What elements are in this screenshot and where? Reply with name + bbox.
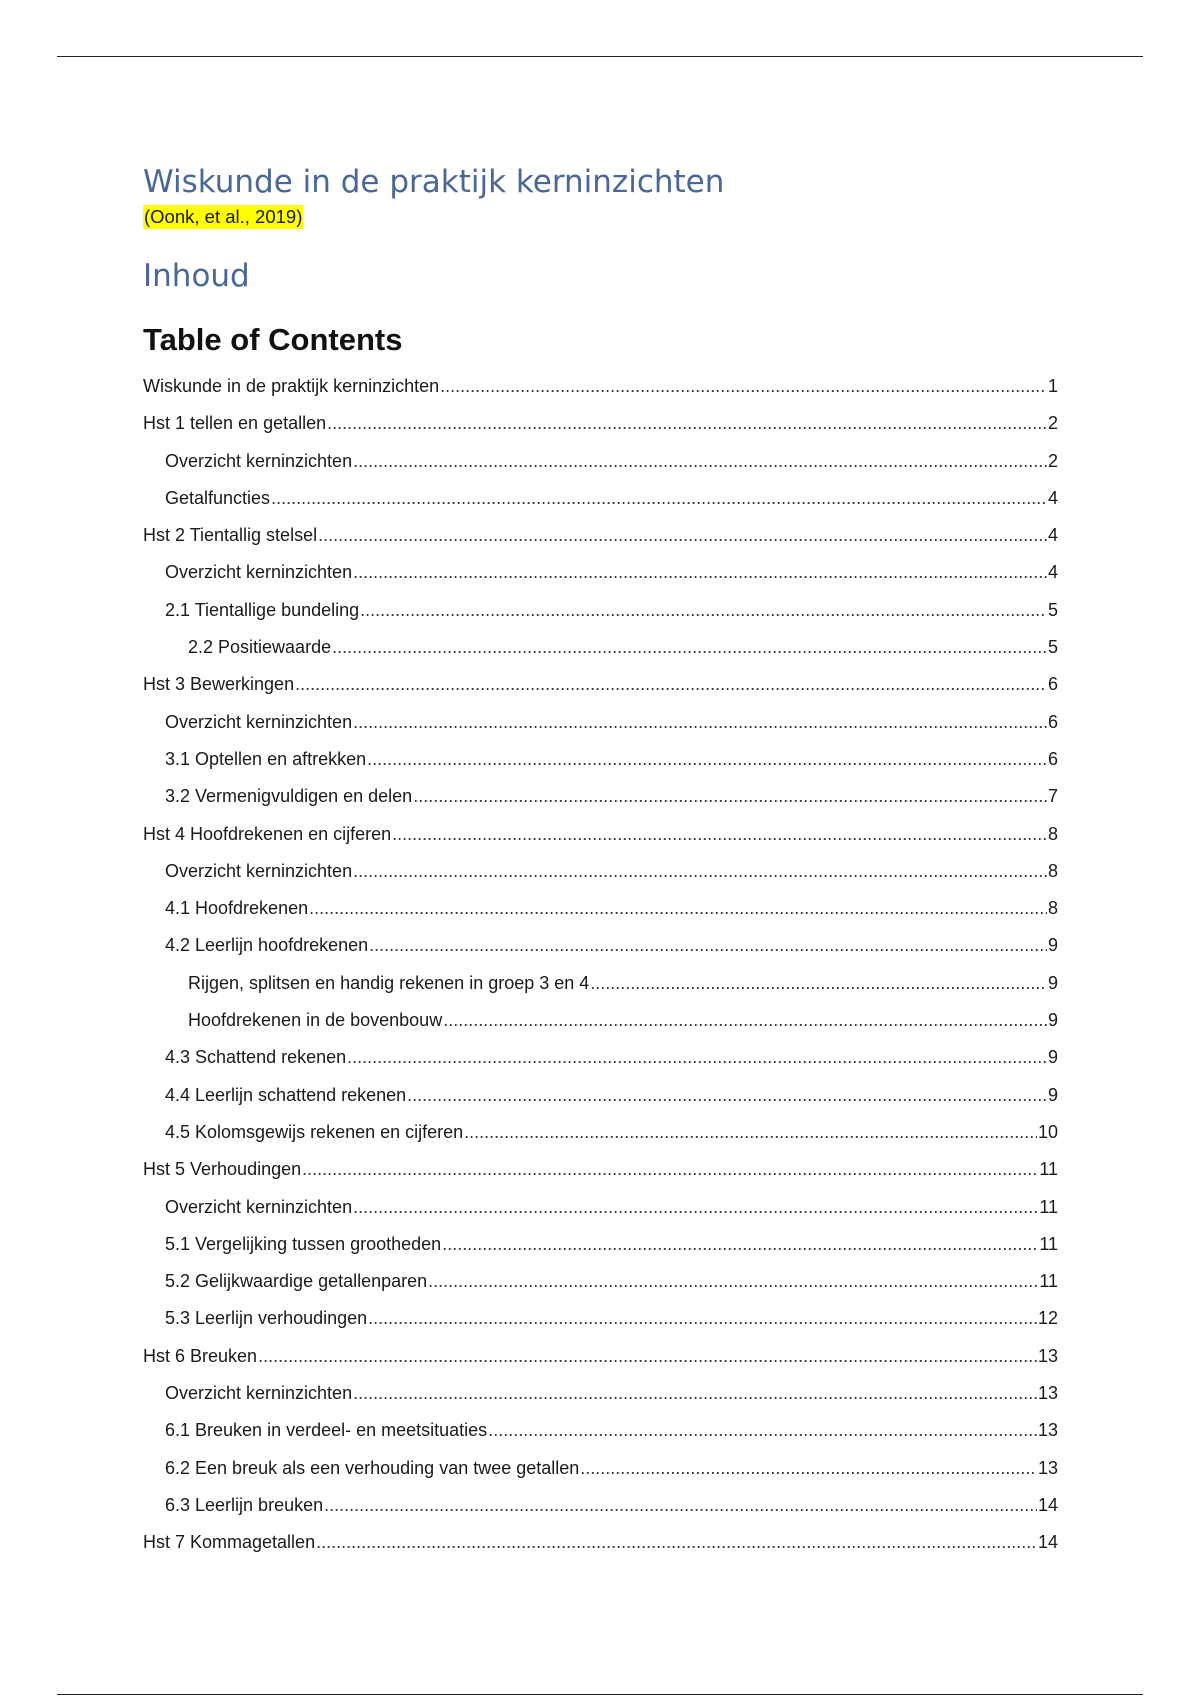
toc-entry-title: 6.2 Een breuk als een verhouding van twee getallen	[165, 1457, 580, 1478]
toc-entry-title: Hst 3 Bewerkingen	[143, 674, 295, 695]
toc-entry[interactable]	[143, 1085, 1058, 1122]
toc-dot-leader	[324, 1495, 1037, 1516]
toc-entry-page: 10	[1037, 1121, 1058, 1142]
toc-entry[interactable]	[143, 824, 1058, 861]
toc-entry-page: 13	[1037, 1383, 1058, 1404]
toc-list	[143, 376, 1058, 1570]
toc-entry-page: 11	[1039, 1271, 1058, 1292]
toc-dot-leader	[580, 1458, 1037, 1479]
toc-entry-title: Hst 4 Hoofdrekenen en cijferen	[143, 823, 392, 844]
toc-entry[interactable]	[143, 1420, 1058, 1457]
toc-entry-title: Hoofdrekenen in de bovenbouw	[188, 1010, 443, 1031]
toc-entry-page: 13	[1037, 1420, 1058, 1441]
toc-entry-page: 4	[1047, 525, 1058, 546]
toc-entry[interactable]	[143, 1197, 1058, 1234]
toc-entry-title: Hst 2 Tientallig stelsel	[143, 525, 318, 546]
toc-entry[interactable]	[143, 712, 1058, 749]
toc-entry-title: 5.2 Gelijkwaardige getallenparen	[165, 1271, 428, 1292]
toc-entry-page: 12	[1037, 1308, 1058, 1329]
toc-entry-title: 4.5 Kolomsgewijs rekenen en cijferen	[165, 1121, 464, 1142]
toc-dot-leader	[353, 562, 1047, 583]
toc-entry[interactable]	[143, 973, 1058, 1010]
toc-heading: Table of Contents	[143, 322, 403, 357]
toc-dot-leader	[442, 1234, 1038, 1255]
toc-entry-page: 6	[1047, 674, 1058, 695]
toc-entry-page: 6	[1047, 711, 1058, 732]
toc-entry-page: 11	[1039, 1159, 1058, 1180]
toc-entry[interactable]	[143, 1532, 1058, 1569]
toc-entry[interactable]	[143, 674, 1058, 711]
toc-dot-leader	[488, 1420, 1037, 1441]
toc-dot-leader	[353, 1383, 1037, 1404]
toc-entry[interactable]	[143, 861, 1058, 898]
toc-entry[interactable]	[143, 1346, 1058, 1383]
toc-entry[interactable]	[143, 1271, 1058, 1308]
toc-dot-leader	[295, 674, 1047, 695]
toc-entry[interactable]	[143, 1234, 1058, 1271]
toc-entry-page: 9	[1047, 1084, 1058, 1105]
toc-entry-title: 4.2 Leerlijn hoofdrekenen	[165, 935, 369, 956]
toc-entry-title: Hst 7 Kommagetallen	[143, 1532, 316, 1553]
toc-entry-title: 6.1 Breuken in verdeel- en meetsituaties	[165, 1420, 488, 1441]
toc-entry-title: Overzicht kerninzichten	[165, 860, 353, 881]
toc-entry[interactable]	[143, 1495, 1058, 1532]
toc-entry[interactable]	[143, 376, 1058, 413]
toc-dot-leader	[590, 973, 1047, 994]
toc-entry-page: 4	[1047, 487, 1058, 508]
toc-entry[interactable]	[143, 525, 1058, 562]
toc-entry-page: 9	[1047, 1010, 1058, 1031]
header-rule	[57, 56, 1143, 57]
toc-entry[interactable]	[143, 749, 1058, 786]
toc-entry-title: 4.4 Leerlijn schattend rekenen	[165, 1084, 407, 1105]
toc-entry-page: 4	[1047, 562, 1058, 583]
toc-dot-leader	[368, 1308, 1037, 1329]
toc-entry-page: 9	[1047, 1047, 1058, 1068]
toc-entry-title: Hst 1 tellen en getallen	[143, 413, 327, 434]
toc-entry-page: 14	[1037, 1494, 1058, 1515]
toc-entry-title: Overzicht kerninzichten	[165, 1196, 353, 1217]
toc-entry[interactable]	[143, 786, 1058, 823]
inhoud-heading: Inhoud	[143, 258, 250, 294]
toc-entry-page: 7	[1047, 786, 1058, 807]
toc-dot-leader	[369, 935, 1047, 956]
toc-entry-page: 2	[1047, 413, 1058, 434]
footer-rule	[57, 1694, 1143, 1695]
toc-dot-leader	[302, 1159, 1038, 1180]
toc-entry-title: Hst 6 Breuken	[143, 1345, 258, 1366]
toc-entry[interactable]	[143, 637, 1058, 674]
toc-entry[interactable]	[143, 1010, 1058, 1047]
toc-entry-title: 3.1 Optellen en aftrekken	[165, 748, 367, 769]
toc-dot-leader	[353, 861, 1047, 882]
toc-entry[interactable]	[143, 1122, 1058, 1159]
page-content	[143, 163, 1058, 1570]
toc-dot-leader	[353, 1197, 1038, 1218]
toc-dot-leader	[413, 786, 1047, 807]
toc-entry-title: 5.3 Leerlijn verhoudingen	[165, 1308, 368, 1329]
toc-dot-leader	[332, 637, 1047, 658]
toc-dot-leader	[367, 749, 1047, 770]
toc-dot-leader	[428, 1271, 1038, 1292]
toc-entry[interactable]	[143, 898, 1058, 935]
toc-entry[interactable]	[143, 1308, 1058, 1345]
toc-entry-title: 2.2 Positiewaarde	[188, 637, 332, 658]
toc-entry[interactable]	[143, 1159, 1058, 1196]
toc-entry-title: Wiskunde in de praktijk kerninzichten	[143, 376, 440, 396]
toc-entry[interactable]	[143, 488, 1058, 525]
toc-entry-title: Overzicht kerninzichten	[165, 450, 353, 471]
toc-entry-page: 11	[1039, 1196, 1058, 1217]
toc-entry-title: 2.1 Tientallige bundeling	[165, 599, 360, 620]
toc-entry[interactable]	[143, 451, 1058, 488]
toc-entry-title: Getalfuncties	[165, 487, 271, 508]
toc-entry-title: Overzicht kerninzichten	[165, 711, 353, 732]
toc-entry-page: 13	[1037, 1345, 1058, 1366]
citation-highlight: (Oonk, et al., 2019)	[144, 206, 303, 227]
toc-entry[interactable]	[143, 935, 1058, 972]
toc-dot-leader	[407, 1085, 1047, 1106]
toc-entry-page: 8	[1047, 860, 1058, 881]
toc-dot-leader	[440, 376, 1047, 397]
toc-entry[interactable]	[143, 1458, 1058, 1495]
toc-dot-leader	[443, 1010, 1047, 1031]
toc-entry-title: Overzicht kerninzichten	[165, 1383, 353, 1404]
toc-entry-page: 11	[1039, 1233, 1058, 1254]
toc-dot-leader	[353, 712, 1047, 733]
toc-dot-leader	[353, 451, 1047, 472]
document-title: Wiskunde in de praktijk kerninzichten	[143, 164, 725, 200]
toc-dot-leader	[327, 413, 1047, 434]
toc-entry-title: 4.3 Schattend rekenen	[165, 1047, 347, 1068]
toc-dot-leader	[318, 525, 1047, 546]
toc-entry-title: 6.3 Leerlijn breuken	[165, 1494, 324, 1515]
toc-entry[interactable]	[143, 1383, 1058, 1420]
toc-dot-leader	[464, 1122, 1037, 1143]
toc-dot-leader	[309, 898, 1047, 919]
toc-entry-title: Overzicht kerninzichten	[165, 562, 353, 583]
toc-entry-page: 2	[1047, 450, 1058, 471]
toc-entry[interactable]	[143, 413, 1058, 450]
toc-dot-leader	[271, 488, 1047, 509]
toc-entry-title: Hst 5 Verhoudingen	[143, 1159, 302, 1180]
toc-dot-leader	[316, 1532, 1037, 1553]
toc-entry-title: 3.2 Vermenigvuldigen en delen	[165, 786, 413, 807]
toc-entry-page: 5	[1047, 637, 1058, 658]
toc-entry[interactable]	[143, 562, 1058, 599]
citation-line	[143, 205, 1058, 231]
toc-entry-page: 13	[1037, 1457, 1058, 1478]
toc-entry-page: 9	[1047, 972, 1058, 993]
toc-dot-leader	[360, 600, 1047, 621]
toc-dot-leader	[347, 1047, 1047, 1068]
toc-entry-page: 8	[1047, 898, 1058, 919]
toc-dot-leader	[258, 1346, 1037, 1367]
toc-entry-page: 8	[1047, 823, 1058, 844]
toc-entry-page: 14	[1037, 1532, 1058, 1553]
toc-entry-title: Rijgen, splitsen en handig rekenen in groep 3 en 4	[188, 972, 590, 993]
toc-entry-page: 9	[1047, 935, 1058, 956]
toc-entry-title: 5.1 Vergelijking tussen grootheden	[165, 1233, 442, 1254]
toc-entry[interactable]	[143, 1047, 1058, 1084]
toc-dot-leader	[392, 824, 1047, 845]
toc-entry-title: 4.1 Hoofdrekenen	[165, 898, 309, 919]
toc-entry-page: 5	[1047, 599, 1058, 620]
toc-entry-page: 1	[1047, 376, 1058, 396]
toc-entry-page: 6	[1047, 748, 1058, 769]
toc-entry[interactable]	[143, 600, 1058, 637]
